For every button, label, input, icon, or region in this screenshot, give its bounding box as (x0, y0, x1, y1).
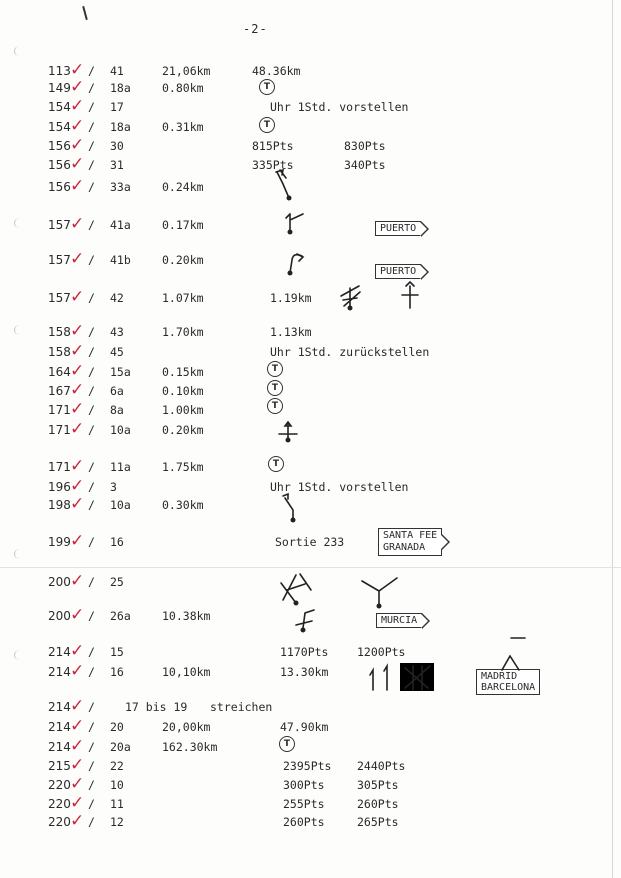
waypoint: 20 (110, 720, 124, 734)
distance: 1.70km (162, 325, 204, 339)
check-mark-icon: ✓ (70, 116, 85, 136)
page-ref: 200 (48, 609, 71, 623)
turn-arrow-icon (283, 494, 296, 523)
waypoint: 22 (110, 759, 124, 773)
note-secondary: 265Pts (357, 815, 399, 829)
separator: / (88, 609, 95, 623)
waypoint: 25 (110, 575, 124, 589)
waypoint: 17 bis 19 (125, 700, 188, 714)
check-mark-icon: ✓ (70, 96, 85, 116)
waypoint: 31 (110, 158, 124, 172)
distance: 1.07km (162, 291, 204, 305)
page-ref: 220 (48, 797, 71, 811)
distance: 21,06km (162, 64, 211, 78)
waypoint: 45 (110, 345, 124, 359)
check-mark-icon: ✓ (70, 793, 85, 813)
page-ref: 214 (48, 740, 71, 754)
check-mark-icon: ✓ (70, 476, 85, 496)
note: 48.36km (252, 64, 301, 78)
page-ref: 215 (48, 759, 71, 773)
check-mark-icon: ✓ (70, 605, 85, 625)
toll-symbol-icon: T (259, 117, 275, 133)
separator: / (88, 575, 95, 589)
page-ref: 220 (48, 815, 71, 829)
waypoint: 26a (110, 609, 131, 623)
waypoint: 41b (110, 253, 131, 267)
toll-symbol-icon: T (267, 361, 283, 377)
note: Uhr 1Std. vorstellen (270, 100, 409, 114)
separator: / (88, 759, 95, 773)
page-number: -2- (243, 22, 268, 36)
waypoint: 16 (110, 665, 124, 679)
distance: 0.15km (162, 365, 204, 379)
page-ref: 156 (48, 139, 71, 153)
check-mark-icon: ✓ (70, 399, 85, 419)
separator: / (88, 645, 95, 659)
waypoint: 12 (110, 815, 124, 829)
distance: 0.31km (162, 120, 204, 134)
waypoint: 33a (110, 180, 131, 194)
separator: / (88, 180, 95, 194)
page-ref: 214 (48, 700, 71, 714)
check-mark-icon: ✓ (70, 571, 85, 591)
check-mark-icon: ✓ (70, 494, 85, 514)
arrows-icon (370, 666, 387, 690)
check-mark-icon: ✓ (70, 811, 85, 831)
note: Sortie 233 (275, 535, 345, 549)
page-ref: 214 (48, 720, 71, 734)
note: 2395Pts (283, 759, 332, 773)
page-ref: 157 (48, 291, 71, 305)
check-mark-icon: ✓ (70, 214, 85, 234)
turn-arrow-icon (286, 214, 303, 235)
turn-arrow-icon (288, 254, 304, 276)
note-secondary: 340Pts (344, 158, 386, 172)
waypoint: 17 (110, 100, 124, 114)
waypoint: 20a (110, 740, 131, 754)
toll-symbol-icon: T (267, 380, 283, 396)
separator: / (88, 403, 95, 417)
separator: / (88, 81, 95, 95)
distance: 0.80km (162, 81, 204, 95)
separator: / (88, 384, 95, 398)
check-mark-icon: ✓ (70, 716, 85, 736)
separator: / (88, 120, 95, 134)
road-sign-puerto: PUERTO (375, 264, 421, 279)
check-mark-icon: ✓ (70, 249, 85, 269)
road-sign-murcia: MURCIA (376, 613, 422, 628)
separator: / (88, 365, 95, 379)
distance: 0.30km (162, 498, 204, 512)
separator: / (88, 218, 95, 232)
page-ref: 167 (48, 384, 71, 398)
distance: 0.10km (162, 384, 204, 398)
separator: / (88, 480, 95, 494)
note-secondary: 305Pts (357, 778, 399, 792)
check-mark-icon: ✓ (70, 456, 85, 476)
separator: / (88, 535, 95, 549)
waypoint: 10a (110, 498, 131, 512)
page-ref: 157 (48, 218, 71, 232)
note-secondary: 2440Pts (357, 759, 406, 773)
page-ref: 113 (48, 64, 71, 78)
distance: 10.38km (162, 609, 211, 623)
check-mark-icon: ✓ (70, 531, 85, 551)
note: 255Pts (283, 797, 325, 811)
separator: / (88, 253, 95, 267)
page-ref: 171 (48, 403, 71, 417)
separator: / (88, 665, 95, 679)
waypoint: 42 (110, 291, 124, 305)
note: 47.90km (280, 720, 329, 734)
turn-arrow-icon (279, 422, 297, 443)
distance: 20,00km (162, 720, 211, 734)
distance: 1.00km (162, 403, 204, 417)
check-mark-icon: ✓ (70, 361, 85, 381)
waypoint: 6a (110, 384, 124, 398)
page-ref: 214 (48, 665, 71, 679)
separator: / (88, 64, 95, 78)
note: 13.30km (280, 665, 329, 679)
distance: 10,10km (162, 665, 211, 679)
sign-mount-icon (502, 638, 525, 670)
separator: / (88, 325, 95, 339)
separator: / (88, 498, 95, 512)
page-ref: 220 (48, 778, 71, 792)
page-ref: 198 (48, 498, 71, 512)
separator: / (88, 797, 95, 811)
note: 1170Pts (280, 645, 329, 659)
waypoint: 8a (110, 403, 124, 417)
check-mark-icon: ✓ (70, 696, 85, 716)
page-ref: 156 (48, 158, 71, 172)
check-mark-icon: ✓ (70, 380, 85, 400)
separator: / (88, 158, 95, 172)
separator: / (88, 720, 95, 734)
waypoint: 30 (110, 139, 124, 153)
check-mark-icon: ✓ (70, 774, 85, 794)
separator: / (88, 423, 95, 437)
toll-symbol-icon: T (259, 79, 275, 95)
distance: 1.75km (162, 460, 204, 474)
waypoint: 18a (110, 81, 131, 95)
waypoint: 41 (110, 64, 124, 78)
page-ref: 171 (48, 423, 71, 437)
page-ref: 196 (48, 480, 71, 494)
separator: / (88, 139, 95, 153)
check-mark-icon: ✓ (70, 135, 85, 155)
separator: / (88, 815, 95, 829)
note: 335Pts (252, 158, 294, 172)
note: 1.13km (270, 325, 312, 339)
separator: / (88, 100, 95, 114)
road-sign-santa-fee-granada: SANTA FEE GRANADA (378, 528, 442, 556)
toll-symbol-icon: T (268, 456, 284, 472)
crossed-sign-icon (400, 663, 434, 691)
road-sign-madrid-barcelona: MADRID BARCELONA (476, 669, 540, 695)
check-mark-icon: ✓ (70, 60, 85, 80)
page-ref: 154 (48, 120, 71, 134)
toll-symbol-icon: T (267, 398, 283, 414)
toll-symbol-icon: T (279, 736, 295, 752)
check-mark-icon: ✓ (70, 641, 85, 661)
note-secondary: 830Pts (344, 139, 386, 153)
separator: / (88, 740, 95, 754)
page-ref: 154 (48, 100, 71, 114)
distance: 0.20km (162, 253, 204, 267)
check-mark-icon: ✓ (70, 419, 85, 439)
note: 815Pts (252, 139, 294, 153)
waypoint: 15a (110, 365, 131, 379)
note: Uhr 1Std. zurückstellen (270, 345, 430, 359)
check-mark-icon: ✓ (70, 176, 85, 196)
separator: / (88, 345, 95, 359)
note-secondary: 1200Pts (357, 645, 406, 659)
waypoint: 10a (110, 423, 131, 437)
page-ref: 158 (48, 325, 71, 339)
waypoint: 11 (110, 797, 124, 811)
waypoint: 43 (110, 325, 124, 339)
turn-arrow-icon (296, 610, 314, 633)
note: 260Pts (283, 815, 325, 829)
waypoint: 15 (110, 645, 124, 659)
waypoint: 10 (110, 778, 124, 792)
distance: 162.30km (162, 740, 218, 754)
check-mark-icon: ✓ (70, 736, 85, 756)
crossing-icon (341, 286, 360, 311)
separator: / (88, 460, 95, 474)
waypoint: 16 (110, 535, 124, 549)
page-ref: 158 (48, 345, 71, 359)
distance: 0.17km (162, 218, 204, 232)
check-mark-icon: ✓ (70, 321, 85, 341)
note-secondary: 260Pts (357, 797, 399, 811)
waypoint: 41a (110, 218, 131, 232)
page-ref: 171 (48, 460, 71, 474)
turn-arrow-icon (276, 170, 292, 201)
page-ref: 199 (48, 535, 71, 549)
crossing-icon (402, 282, 418, 308)
distance: 0.20km (162, 423, 204, 437)
note: streichen (210, 700, 273, 714)
page-ref: 156 (48, 180, 71, 194)
check-mark-icon: ✓ (70, 154, 85, 174)
waypoint: 3 (110, 480, 117, 494)
crossing-icon (281, 574, 311, 606)
waypoint: 18a (110, 120, 131, 134)
check-mark-icon: ✓ (70, 77, 85, 97)
check-mark-icon: ✓ (70, 755, 85, 775)
page-ref: 164 (48, 365, 71, 379)
check-mark-icon: ✓ (70, 287, 85, 307)
page-ref: 200 (48, 575, 71, 589)
distance: 0.24km (162, 180, 204, 194)
page-ref: 149 (48, 81, 71, 95)
check-mark-icon: ✓ (70, 661, 85, 681)
page-ref: 157 (48, 253, 71, 267)
note: Uhr 1Std. vorstellen (270, 480, 409, 494)
crossing-icon (362, 578, 397, 609)
note: 300Pts (283, 778, 325, 792)
check-mark-icon: ✓ (70, 341, 85, 361)
page-ref: 214 (48, 645, 71, 659)
note: 1.19km (270, 291, 312, 305)
waypoint: 11a (110, 460, 131, 474)
separator: / (88, 778, 95, 792)
separator: / (88, 700, 95, 714)
separator: / (88, 291, 95, 305)
road-sign-puerto: PUERTO (375, 221, 421, 236)
